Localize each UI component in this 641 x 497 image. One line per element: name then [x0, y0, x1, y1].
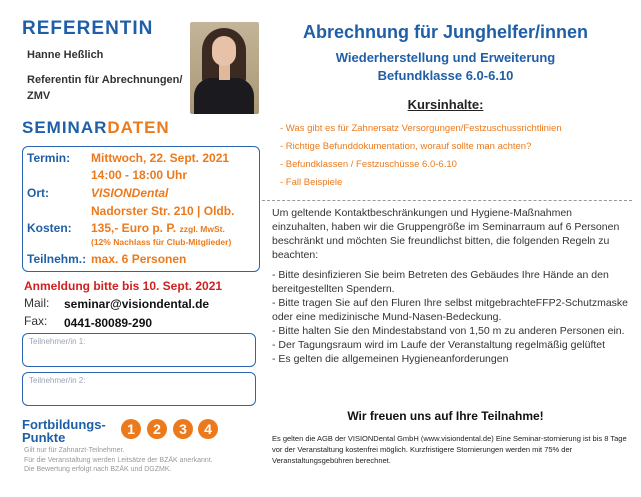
- course-content-heading: Kursinhalte:: [407, 97, 484, 112]
- points-badge-4: 4: [198, 419, 218, 439]
- detail-label: Kosten:: [27, 221, 72, 235]
- hygiene-rule: - Es gelten die allgemeinen Hygieneanforderungen: [272, 353, 509, 365]
- footnote-line: Für die Veranstaltung werden Leitsätze der BZÄK anerkannt.: [24, 456, 213, 464]
- dashed-divider: [262, 200, 632, 201]
- detail-value: Mittwoch, 22. Sept. 2021: [91, 151, 230, 165]
- hygiene-rule: - Bitte desinfizieren Sie beim Betreten des Gebäudes Ihre Hände an den bereitgestellten Spendern.: [272, 269, 609, 295]
- detail-value: max. 6 Personen: [91, 252, 187, 266]
- speaker-heading: REFERENTIN: [22, 18, 154, 39]
- points-footnote: [24, 446, 259, 475]
- participant-2-field[interactable]: [22, 372, 256, 406]
- hygiene-rule: - Der Tagungsraum wird im Laufe der Veranstaltung regelmäßig gelüftet: [272, 339, 606, 351]
- course-topic: - Fall Beispiele: [280, 177, 343, 188]
- detail-value: Nadorster Str. 210 | Oldb.: [91, 204, 235, 218]
- detail-value: (12% Nachlass für Club-Mitglieder): [91, 237, 232, 247]
- detail-label: Teilnehm.:: [27, 252, 87, 266]
- course-topic: - Was gibt es für Zahnersatz Versorgungen/Festzuschussrichtlinien: [280, 123, 562, 134]
- points-label-line2: Punkte: [22, 430, 66, 445]
- cost-tax-note: zzgl. MwSt.: [179, 224, 225, 234]
- participant-1-field[interactable]: [22, 333, 256, 367]
- detail-label: Ort:: [27, 186, 49, 200]
- seminar-details-box: [22, 146, 260, 272]
- course-topic: - Befundklassen / Festzuschüsse 6.0-6.10: [280, 159, 457, 170]
- detail-value: [91, 221, 225, 235]
- hygiene-rules-list: [272, 268, 630, 366]
- participant-2-placeholder: Teilnehmer/in 2:: [29, 376, 86, 385]
- cost-value: 135,- Euro p. P.: [91, 221, 177, 235]
- course-topic: - Richtige Befunddokumentation, worauf sollte man achten?: [280, 141, 532, 152]
- terms-note: Es gelten die AGB der VISIONDental GmbH (www.visiondental.de) Eine Seminar-stornierung ist bis 8 Tage vor der Veranstaltung kostenfrei möglich. Kurzfristigere Stornierungen werden mit 75% der Veranstaltungsgebühren berechnet.: [272, 434, 627, 465]
- course-subtitle-1: Wiederherstellung und Erweiterung: [335, 50, 556, 65]
- speaker-name: Hanne Heßlich: [27, 49, 104, 61]
- detail-value: VISIONDental: [91, 186, 169, 200]
- speaker-photo: [190, 22, 259, 114]
- closing-message: Wir freuen uns auf Ihre Teilnahme!: [347, 409, 544, 423]
- training-points-label: [22, 418, 122, 444]
- speaker-role-line1: Referentin für Abrechnungen/: [27, 74, 183, 86]
- speaker-role-line2: ZMV: [27, 90, 51, 102]
- registration-deadline: Anmeldung bitte bis 10. Sept. 2021: [24, 279, 223, 293]
- seminar-heading-part1: SEMINAR: [22, 118, 108, 137]
- hygiene-rule: - Bitte halten Sie den Mindestabstand von 1,50 m zu anderen Personen ein.: [272, 325, 625, 337]
- fax-label: Fax:: [24, 314, 48, 328]
- mail-label: Mail:: [24, 296, 50, 310]
- points-badge-3: 3: [173, 419, 193, 439]
- seminar-data-heading: [22, 118, 170, 138]
- detail-value: 14:00 - 18:00 Uhr: [91, 168, 188, 182]
- points-badge-1: 1: [121, 419, 141, 439]
- speaker-role: [27, 72, 187, 104]
- footnote-line: Die Bewertung erfolgt nach BZÄK und DGZMK.: [24, 466, 172, 473]
- hygiene-intro: Um geltende Kontaktbeschränkungen und Hygiene-Maßnahmen einzuhalten, haben wir die Gruppengröße im Seminarraum auf 6 Personen beschränkt und möchten Sie freundlichst bitten, die folgenden Regeln zu beachten:: [272, 207, 620, 261]
- hygiene-rule: - Bitte tragen Sie auf den Fluren Ihre selbst mitgebrachteFFP2-Schutzmaske oder eine medizinische Mund-Nasen-Bedeckung.: [272, 297, 629, 323]
- course-topics-list: [280, 122, 630, 194]
- course-title: Abrechnung für Junghelfer/innen: [302, 22, 588, 42]
- detail-label: Termin:: [27, 151, 71, 165]
- fax-number: 0441-80089-290: [64, 316, 153, 330]
- course-subtitle-2: Befundklasse 6.0-6.10: [377, 68, 514, 83]
- points-badge-2: 2: [147, 419, 167, 439]
- participant-1-placeholder: Teilnehmer/in 1:: [29, 337, 86, 346]
- seminar-heading-part2: DATEN: [107, 118, 170, 137]
- points-label-line1: Fortbildungs-: [22, 417, 106, 432]
- footnote-line: Gilt nur für Zahnarzt-Teilnehmer.: [24, 447, 125, 454]
- mail-link[interactable]: seminar@visiondental.de: [64, 297, 210, 311]
